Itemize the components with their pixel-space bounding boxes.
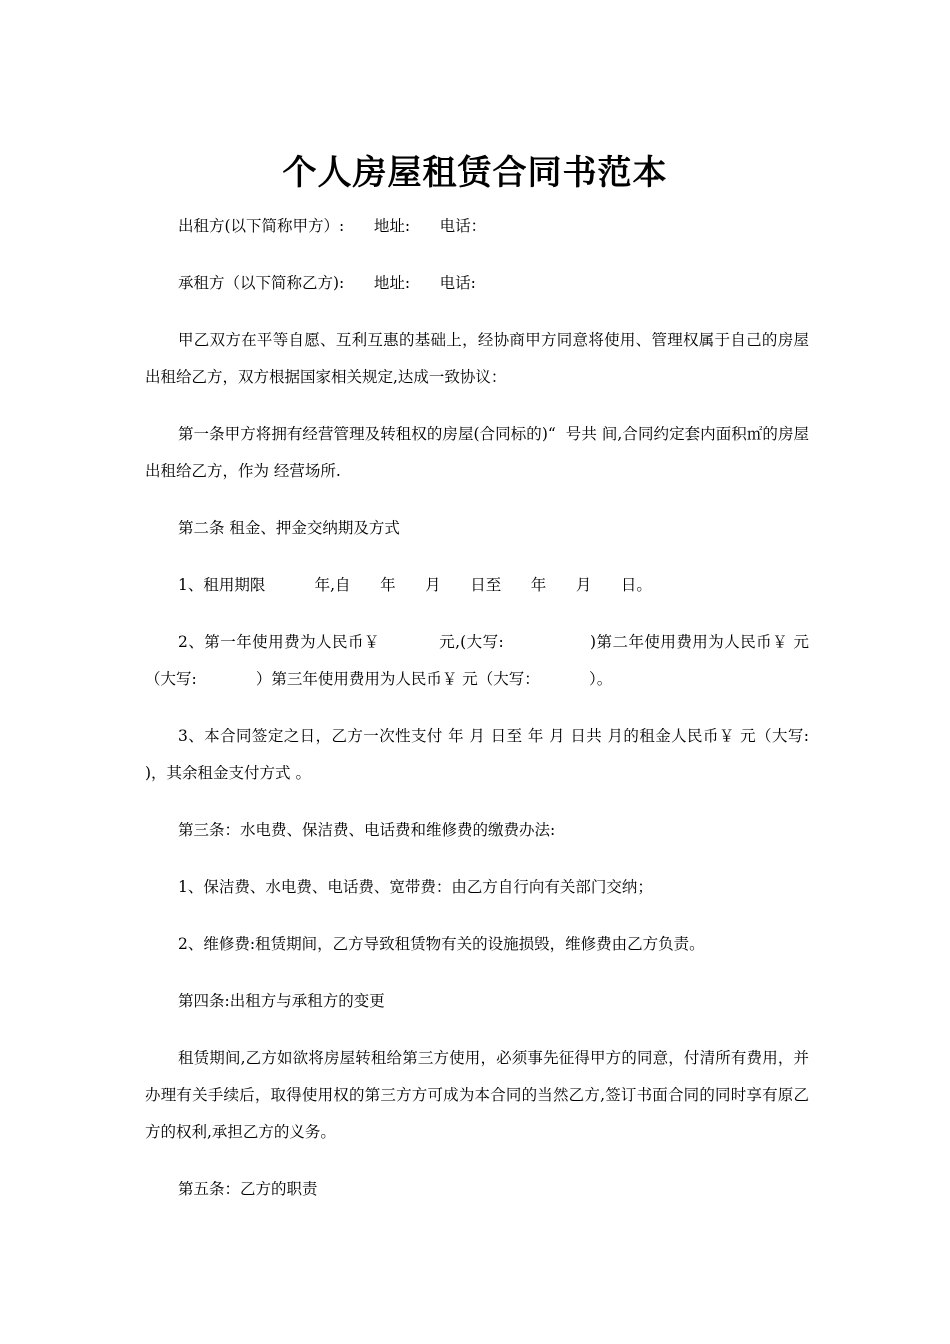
annual-fee-paragraph: 2、第一年使用费为人民币￥ 元,(大写: )第二年使用费用为人民币￥ 元（大写: ）第三年使用费用为人民币￥ 元（大写： ）。 [145, 633, 809, 688]
lease-term-line: 1、租用期限 年,自 年 月 日至 年 月 日。 [178, 576, 652, 594]
contract-body [145, 208, 814, 1208]
sublease-paragraph: 租赁期间,乙方如欲将房屋转租给第三方使用，必须事先征得甲方的同意，付清所有费用，并办理有关手续后，取得使用权的第三方方可成为本合同的当然乙方,签订书面合同的同时享有原乙方的权利,承担乙方的义务。 [145, 1049, 809, 1141]
repair-fees-line: 2、维修费:租赁期间，乙方导致租赁物有关的设施损毁，维修费由乙方负责。 [178, 935, 705, 953]
article-4-heading: 第四条:出租方与承租方的变更 [178, 992, 385, 1010]
preamble-paragraph: 甲乙双方在平等自愿、互利互惠的基础上，经协商甲方同意将使用、管理权属于自己的房屋出租给乙方，双方根据国家相关规定,达成一致协议： [145, 331, 809, 386]
article-1-paragraph: 第一条甲方将拥有经营管理及转租权的房屋(合同标的)“ 号共 间,合同约定套内面积㎡的房屋出租给乙方，作为 经营场所. [145, 425, 809, 480]
article-5-heading: 第五条：乙方的职责 [178, 1180, 318, 1198]
lessee-info-line: 承租方（以下简称乙方): 地址: 电话: [178, 274, 476, 292]
utility-fees-line: 1、保洁费、水电费、电话费、宽带费：由乙方自行向有关部门交纳； [178, 878, 653, 896]
document-title: 个人房屋租赁合同书范本 [282, 152, 668, 193]
payment-paragraph: 3、本合同签定之日，乙方一次性支付 年 月 日至 年 月 日共 月的租金人民币￥ 元（大写: )，其余租金支付方式 。 [145, 727, 814, 782]
article-2-heading: 第二条 租金、押金交纳期及方式 [178, 519, 400, 537]
article-3-heading: 第三条：水电费、保洁费、电话费和维修费的缴费办法: [178, 821, 556, 839]
lessor-info-line: 出租方(以下简称甲方）: 地址: 电话： [178, 217, 487, 235]
